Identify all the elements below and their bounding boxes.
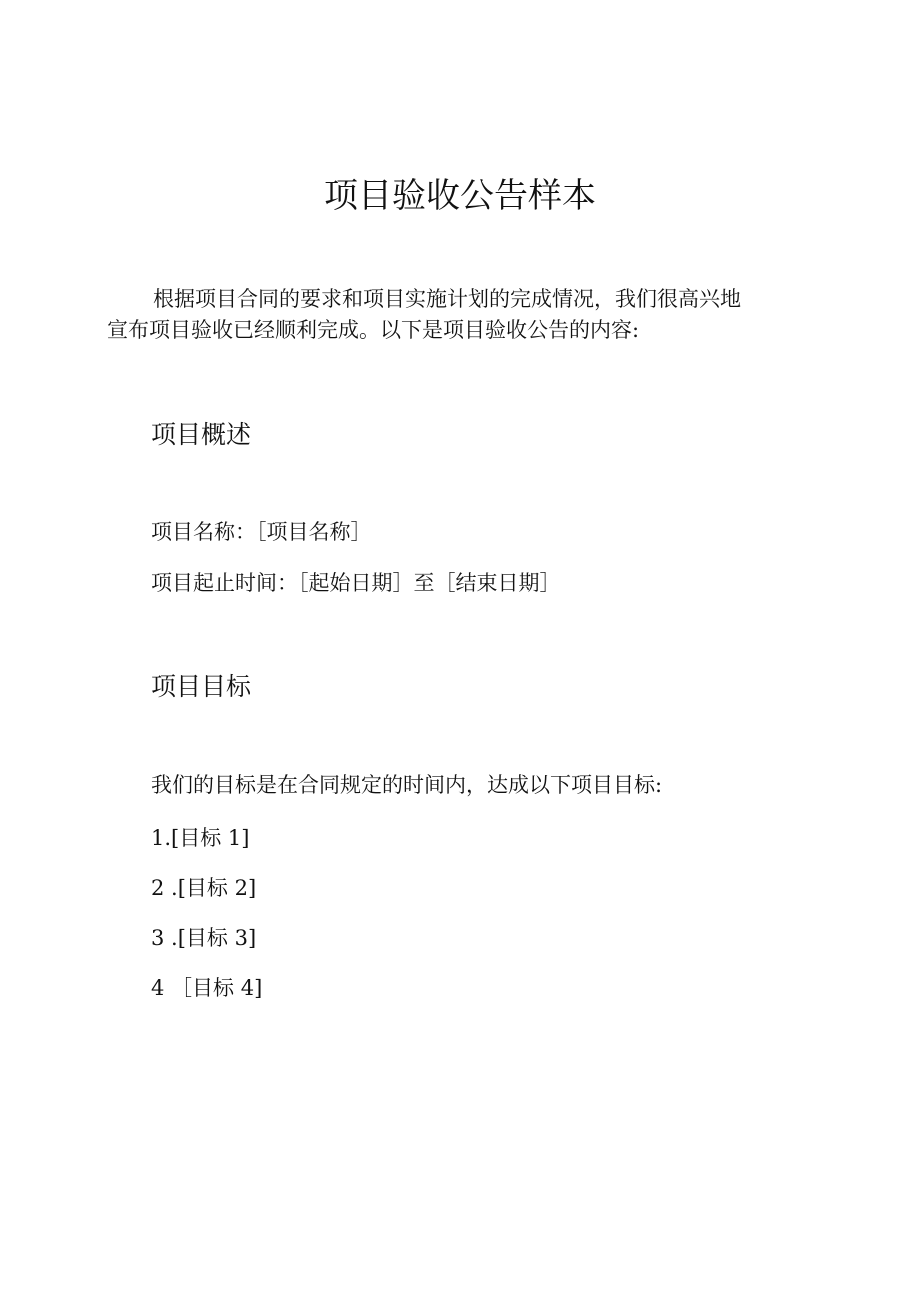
intro-line: 宣布项目验收已经顺利完成。以下是项目验收公告的内容:: [107, 318, 640, 342]
section-heading-goals: 项目目标: [151, 672, 252, 701]
intro-paragraph: [107, 284, 807, 346]
project-period-line: 项目起止时间：［起始日期］至［结束日期］: [151, 571, 561, 595]
goal-item: 2 .[目标 2]: [151, 876, 257, 900]
project-name-line: 项目名称：［项目名称］: [151, 520, 372, 544]
goal-item: 3 .[目标 3]: [151, 926, 257, 950]
intro-line: 根据项目合同的要求和项目实施计划的完成情况，我们很高兴地: [153, 287, 741, 311]
goal-item: 4 ［目标 4]: [151, 976, 263, 1000]
goal-item: 1.[目标 1]: [151, 826, 250, 850]
section-heading-overview: 项目概述: [151, 420, 252, 449]
document-title: 项目验收公告样本: [324, 176, 596, 216]
goals-intro-line: 我们的目标是在合同规定的时间内，达成以下项目目标:: [151, 773, 663, 797]
